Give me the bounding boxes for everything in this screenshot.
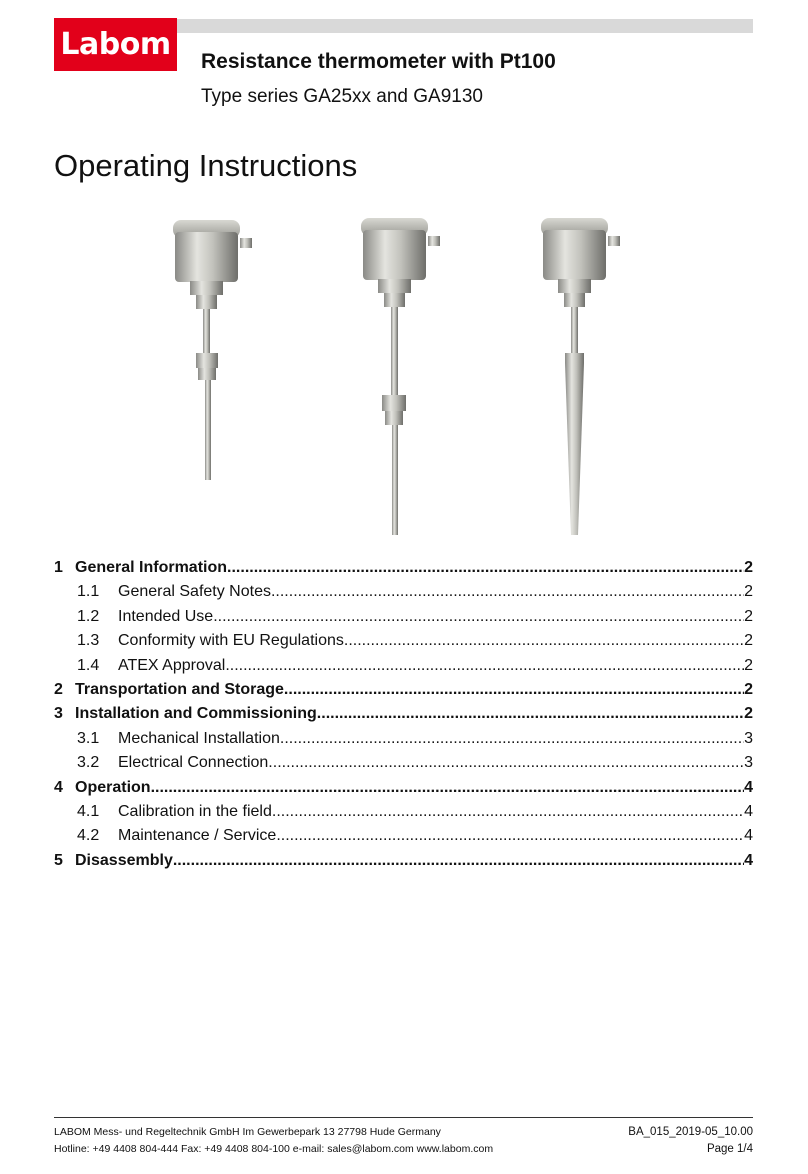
footer-company: LABOM Mess- und Regeltechnik GmbH Im Gewerbepark 13 27798 Hude Germany (54, 1126, 441, 1138)
toc-entry[interactable] (54, 776, 753, 800)
product-photos (150, 205, 650, 545)
footer-doc-id: BA_015_2019-05_10.00 (628, 1126, 753, 1138)
toc-entry-label: Intended Use (118, 607, 214, 625)
toc-leader-dots (225, 654, 744, 678)
toc-leader-dots (280, 727, 744, 751)
toc-entry-label: Calibration in the field (118, 802, 272, 820)
toc-entry-number: 4.2 (77, 827, 100, 845)
toc-entry[interactable] (54, 580, 753, 604)
toc-entry-page: 2 (744, 632, 753, 650)
toc-entry-label: Electrical Connection (118, 754, 269, 772)
toc-entry-label: Conformity with EU Regulations (118, 632, 344, 650)
document-title: Resistance thermometer with Pt100 (201, 50, 556, 73)
toc-leader-dots (227, 556, 744, 580)
toc-leader-dots (317, 702, 744, 726)
toc-entry-page: 2 (744, 607, 753, 625)
toc-leader-dots (151, 776, 745, 800)
toc-leader-dots (213, 605, 744, 629)
toc-entry[interactable] (54, 678, 753, 702)
labom-logo (54, 18, 177, 71)
toc-entry-label: ATEX Approval (118, 656, 226, 674)
toc-entry-number: 4.1 (77, 802, 100, 820)
page-heading: Operating Instructions (54, 148, 358, 183)
toc-entry-label: Transportation and Storage (75, 680, 284, 698)
thermometer-3-photo (541, 218, 620, 535)
logo-text: Labom (60, 27, 171, 62)
toc-entry-label: Installation and Commissioning (75, 705, 317, 723)
toc-leader-dots (268, 751, 744, 775)
toc-entry-page: 3 (744, 729, 753, 747)
toc-leader-dots (284, 678, 744, 702)
toc-entry[interactable] (54, 702, 753, 726)
toc-entry-page: 2 (744, 559, 753, 576)
toc-entry-number: 1.4 (77, 656, 100, 674)
toc-entry[interactable] (54, 629, 753, 653)
toc-entry-page: 3 (744, 754, 753, 772)
footer-contact: Hotline: +49 4408 804-444 Fax: +49 4408 804-100 e-mail: sales@labom.com www.labom.com (54, 1143, 494, 1155)
toc-entry-page: 4 (744, 851, 753, 869)
toc-entry-page: 4 (744, 827, 753, 845)
toc-entry-number: 5 (54, 851, 63, 869)
toc-entry-number: 1.2 (77, 607, 100, 625)
toc-entry[interactable] (54, 824, 753, 848)
thermometer-1-photo (173, 220, 252, 480)
toc-entry[interactable] (54, 849, 753, 873)
toc-entry[interactable] (54, 751, 753, 775)
toc-entry-page: 2 (744, 656, 753, 674)
toc-entry-label: Disassembly (75, 851, 173, 869)
toc-entry-label: Mechanical Installation (118, 729, 280, 747)
toc-entry-label: Maintenance / Service (118, 827, 277, 845)
toc-entry-page: 2 (744, 705, 753, 723)
toc-entry-page: 2 (744, 583, 753, 601)
thermometer-2-photo (361, 218, 440, 535)
toc-leader-dots (173, 849, 744, 873)
toc-leader-dots (276, 824, 744, 848)
toc-entry[interactable] (54, 605, 753, 629)
toc-entry-number: 3 (54, 705, 63, 723)
toc-entry-number: 4 (54, 778, 63, 796)
toc-entry-page: 4 (744, 802, 753, 820)
footer-divider (54, 1117, 753, 1118)
table-of-contents (54, 556, 753, 873)
toc-leader-dots (344, 629, 744, 653)
footer-page-number: Page 1/4 (706, 1143, 753, 1155)
toc-entry[interactable] (54, 654, 753, 678)
toc-entry-number: 1 (54, 559, 63, 576)
toc-entry-label: Operation (75, 778, 151, 796)
toc-leader-dots (271, 580, 744, 604)
toc-entry-number: 3.2 (77, 754, 100, 772)
toc-entry-number: 1.3 (77, 632, 100, 650)
toc-entry-label: General Information (75, 559, 228, 576)
toc-entry-number: 2 (54, 680, 63, 698)
toc-entry-label: General Safety Notes (118, 583, 271, 601)
toc-entry[interactable] (54, 800, 753, 824)
header-bar (175, 19, 753, 33)
toc-entry-number: 1.1 (77, 583, 100, 601)
toc-entry[interactable] (54, 727, 753, 751)
document-subtitle: Type series GA25xx and GA9130 (201, 86, 483, 107)
toc-entry-page: 2 (744, 680, 753, 698)
toc-entry-number: 3.1 (77, 729, 100, 747)
toc-leader-dots (272, 800, 744, 824)
toc-entry[interactable] (54, 556, 753, 580)
toc-entry-page: 4 (744, 778, 753, 796)
